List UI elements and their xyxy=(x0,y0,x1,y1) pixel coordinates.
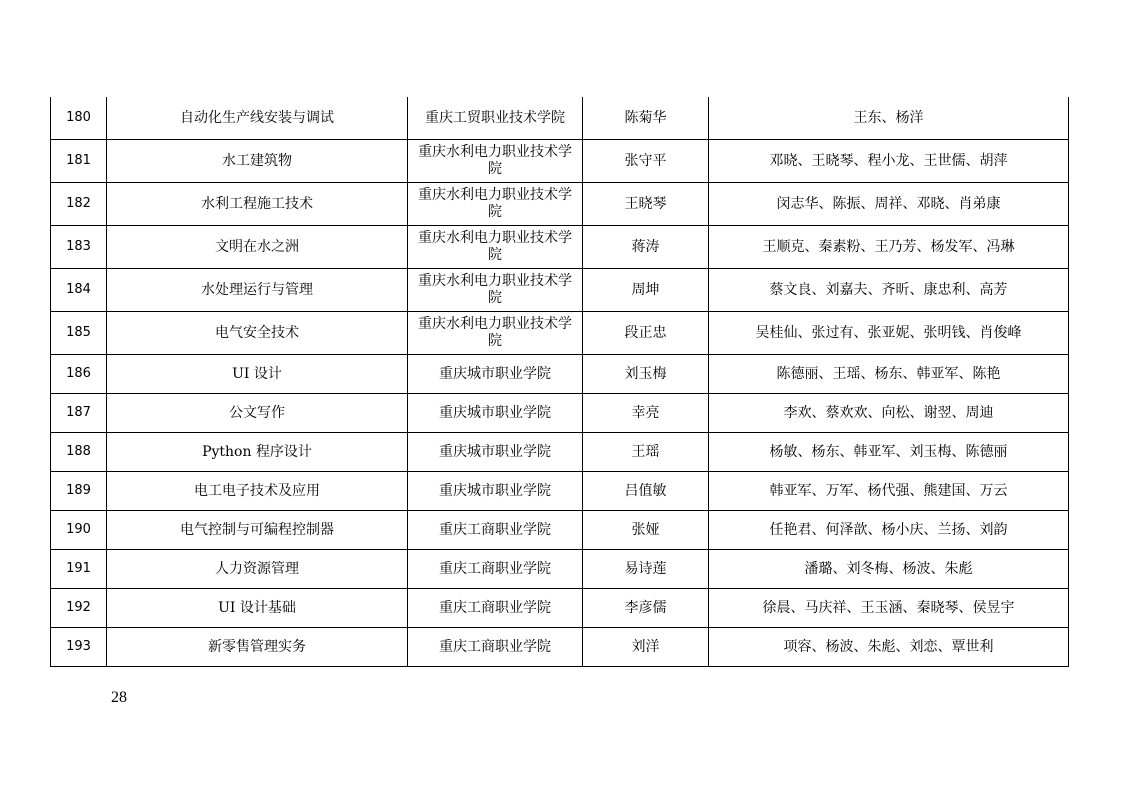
table-row xyxy=(51,628,1069,667)
institution-cell: 重庆城市职业学院 xyxy=(408,394,583,433)
leader-cell: 幸亮 xyxy=(583,394,709,433)
course-name-cell: 人力资源管理 xyxy=(107,550,408,589)
course-name-cell: 水工建筑物 xyxy=(107,140,408,183)
row-number-cell: 187 xyxy=(51,394,107,433)
institution-cell: 重庆工贸职业技术学院 xyxy=(408,97,583,140)
institution-cell: 重庆城市职业学院 xyxy=(408,433,583,472)
course-name-cell: 新零售管理实务 xyxy=(107,628,408,667)
row-number-cell: 191 xyxy=(51,550,107,589)
leader-cell: 蒋涛 xyxy=(583,226,709,269)
members-cell: 蔡文良、刘嘉夫、齐昕、康忠利、高芳 xyxy=(709,269,1069,312)
row-number-cell: 182 xyxy=(51,183,107,226)
members-cell: 王东、杨洋 xyxy=(709,97,1069,140)
course-name-cell: UI 设计基础 xyxy=(107,589,408,628)
row-number-cell: 188 xyxy=(51,433,107,472)
members-cell: 王顺克、秦素粉、王乃芳、杨发军、冯琳 xyxy=(709,226,1069,269)
members-cell: 项容、杨波、朱彪、刘恋、覃世利 xyxy=(709,628,1069,667)
table-row xyxy=(51,394,1069,433)
members-cell: 任艳君、何泽歆、杨小庆、兰扬、刘韵 xyxy=(709,511,1069,550)
course-table-body xyxy=(51,97,1069,667)
institution-cell: 重庆工商职业学院 xyxy=(408,628,583,667)
leader-cell: 易诗莲 xyxy=(583,550,709,589)
course-name-cell: 公文写作 xyxy=(107,394,408,433)
institution-cell: 重庆城市职业学院 xyxy=(408,472,583,511)
row-number-cell: 192 xyxy=(51,589,107,628)
table-row xyxy=(51,355,1069,394)
row-number-cell: 185 xyxy=(51,312,107,355)
leader-cell: 王瑶 xyxy=(583,433,709,472)
institution-cell: 重庆水利电力职业技术学院 xyxy=(408,269,583,312)
members-cell: 陈德丽、王瑶、杨东、韩亚军、陈艳 xyxy=(709,355,1069,394)
table-row xyxy=(51,550,1069,589)
members-cell: 李欢、蔡欢欢、向松、谢翌、周迪 xyxy=(709,394,1069,433)
institution-cell: 重庆水利电力职业技术学院 xyxy=(408,312,583,355)
leader-cell: 吕值敏 xyxy=(583,472,709,511)
members-cell: 吴桂仙、张过有、张亚妮、张明钱、肖俊峰 xyxy=(709,312,1069,355)
table-row xyxy=(51,97,1069,140)
institution-cell: 重庆水利电力职业技术学院 xyxy=(408,140,583,183)
row-number-cell: 190 xyxy=(51,511,107,550)
leader-cell: 周坤 xyxy=(583,269,709,312)
course-name-cell: UI 设计 xyxy=(107,355,408,394)
members-cell: 韩亚军、万军、杨代强、熊建国、万云 xyxy=(709,472,1069,511)
row-number-cell: 193 xyxy=(51,628,107,667)
table-row xyxy=(51,472,1069,511)
course-name-cell: Python 程序设计 xyxy=(107,433,408,472)
institution-cell: 重庆工商职业学院 xyxy=(408,511,583,550)
members-cell: 邓晓、王晓琴、程小龙、王世儒、胡萍 xyxy=(709,140,1069,183)
course-name-cell: 自动化生产线安装与调试 xyxy=(107,97,408,140)
members-cell: 徐晨、马庆祥、王玉涵、秦晓琴、侯昱宇 xyxy=(709,589,1069,628)
leader-cell: 王晓琴 xyxy=(583,183,709,226)
table-row xyxy=(51,312,1069,355)
members-cell: 闵志华、陈振、周祥、邓晓、肖弟康 xyxy=(709,183,1069,226)
row-number-cell: 180 xyxy=(51,97,107,140)
row-number-cell: 186 xyxy=(51,355,107,394)
leader-cell: 刘玉梅 xyxy=(583,355,709,394)
institution-cell: 重庆城市职业学院 xyxy=(408,355,583,394)
table-row xyxy=(51,511,1069,550)
course-name-cell: 水处理运行与管理 xyxy=(107,269,408,312)
table-row xyxy=(51,140,1069,183)
members-cell: 潘璐、刘冬梅、杨波、朱彪 xyxy=(709,550,1069,589)
institution-cell: 重庆水利电力职业技术学院 xyxy=(408,226,583,269)
row-number-cell: 189 xyxy=(51,472,107,511)
members-cell: 杨敏、杨东、韩亚军、刘玉梅、陈德丽 xyxy=(709,433,1069,472)
institution-cell: 重庆工商职业学院 xyxy=(408,550,583,589)
leader-cell: 张娅 xyxy=(583,511,709,550)
course-name-cell: 水利工程施工技术 xyxy=(107,183,408,226)
table-row xyxy=(51,226,1069,269)
leader-cell: 张守平 xyxy=(583,140,709,183)
row-number-cell: 181 xyxy=(51,140,107,183)
course-name-cell: 文明在水之洲 xyxy=(107,226,408,269)
course-name-cell: 电工电子技术及应用 xyxy=(107,472,408,511)
table-row xyxy=(51,589,1069,628)
leader-cell: 刘洋 xyxy=(583,628,709,667)
institution-cell: 重庆水利电力职业技术学院 xyxy=(408,183,583,226)
row-number-cell: 184 xyxy=(51,269,107,312)
institution-cell: 重庆工商职业学院 xyxy=(408,589,583,628)
leader-cell: 陈菊华 xyxy=(583,97,709,140)
table-row xyxy=(51,269,1069,312)
leader-cell: 李彦儒 xyxy=(583,589,709,628)
row-number-cell: 183 xyxy=(51,226,107,269)
course-name-cell: 电气安全技术 xyxy=(107,312,408,355)
leader-cell: 段正忠 xyxy=(583,312,709,355)
course-table xyxy=(50,97,1069,667)
table-row xyxy=(51,183,1069,226)
course-name-cell: 电气控制与可编程控制器 xyxy=(107,511,408,550)
table-row xyxy=(51,433,1069,472)
page-number: 28 xyxy=(111,689,127,706)
